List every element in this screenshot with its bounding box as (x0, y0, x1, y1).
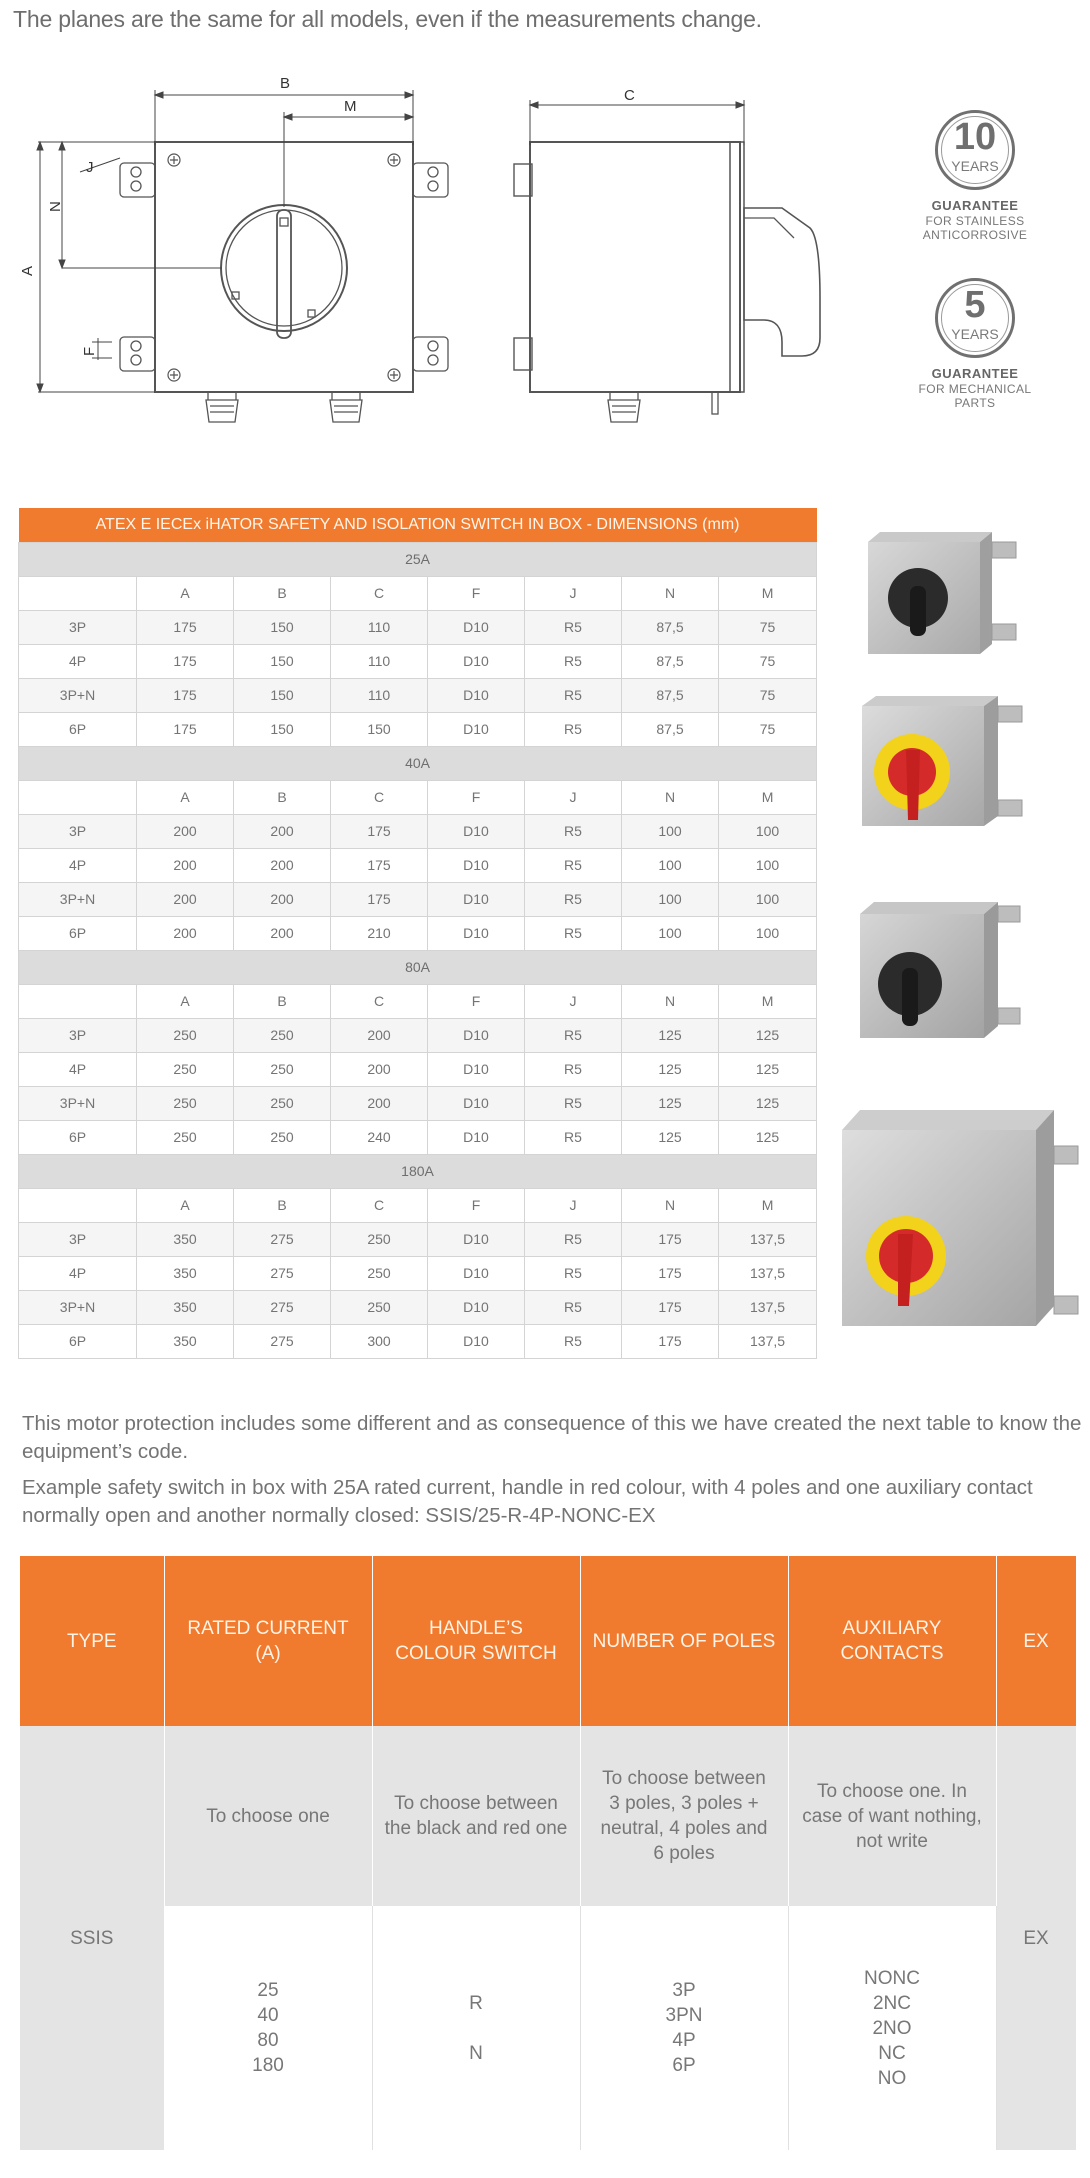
dim-label-n: N (47, 201, 64, 212)
option-value: 6P (672, 2055, 696, 2076)
table-cell: 175 (137, 644, 234, 678)
dimensions-table (18, 508, 817, 1359)
row-label: 4P (19, 1052, 137, 1086)
table-cell: D10 (428, 1052, 525, 1086)
table-cell: 200 (234, 882, 331, 916)
column-header: J (525, 576, 622, 610)
table-cell: D10 (428, 848, 525, 882)
table-cell: R5 (525, 1052, 622, 1086)
table-cell: 100 (719, 882, 817, 916)
table-cell: 175 (137, 610, 234, 644)
column-header: C (331, 984, 428, 1018)
side-view-box (530, 142, 740, 392)
table-cell: R5 (525, 848, 622, 882)
table-cell: R5 (525, 814, 622, 848)
dim-label-m: M (344, 98, 357, 115)
table-cell: 150 (234, 610, 331, 644)
table-cell: 100 (719, 916, 817, 950)
column-header: M (719, 984, 817, 1018)
table-cell: 137,5 (719, 1256, 817, 1290)
table-cell: 110 (331, 644, 428, 678)
table-cell: 200 (331, 1018, 428, 1052)
example-paragraph: Example safety switch in box with 25A rated current, handle in red colour, with 4 poles and one auxiliary contact normally open and another normally closed: SSIS/25-R-4P-NONC-EX (22, 1476, 1033, 1527)
rating-group-header: 25A (19, 542, 817, 576)
column-header: B (234, 1188, 331, 1222)
table-cell: 125 (719, 1052, 817, 1086)
table-cell: 87,5 (622, 678, 719, 712)
table-cell: D10 (428, 1018, 525, 1052)
table-cell: R5 (525, 1290, 622, 1324)
table-cell: 125 (719, 1086, 817, 1120)
code-type-value: SSIS (20, 1726, 164, 2150)
table-cell: D10 (428, 916, 525, 950)
column-header-blank (19, 576, 137, 610)
table-row (19, 916, 817, 950)
table-cell: R5 (525, 644, 622, 678)
cable-gland-right (330, 392, 362, 422)
table-cell: 250 (137, 1086, 234, 1120)
option-value: R (469, 1992, 483, 2014)
mounting-lug-tr (413, 163, 448, 197)
table-cell: 100 (622, 848, 719, 882)
rating-group-header: 180A (19, 1154, 817, 1188)
table-cell: 137,5 (719, 1324, 817, 1358)
code-header-type: TYPE (20, 1556, 164, 1726)
table-row (19, 1052, 817, 1086)
table-cell: R5 (525, 1256, 622, 1290)
table-cell: 275 (234, 1290, 331, 1324)
table-cell: 240 (331, 1120, 428, 1154)
column-header: N (622, 576, 719, 610)
table-cell: 150 (234, 678, 331, 712)
table-cell: 150 (234, 712, 331, 746)
table-cell: 125 (719, 1018, 817, 1052)
table-row (19, 1086, 817, 1120)
table-cell: 350 (137, 1222, 234, 1256)
description-paragraph: This motor protection includes some different and as consequence of this we have created the next table to know the equipment’s code. (22, 1412, 1082, 1463)
table-cell: 137,5 (719, 1222, 817, 1256)
table-cell: R5 (525, 882, 622, 916)
table-row (19, 1120, 817, 1154)
rating-group-header: 40A (19, 746, 817, 780)
table-cell: 150 (331, 712, 428, 746)
product-photo-40a (842, 692, 1032, 842)
table-cell: 200 (234, 916, 331, 950)
table-cell: D10 (428, 1086, 525, 1120)
product-photo-25a (848, 524, 1028, 664)
table-cell: 175 (331, 882, 428, 916)
table-cell: 125 (622, 1120, 719, 1154)
table-cell: 350 (137, 1256, 234, 1290)
table-cell: 125 (622, 1052, 719, 1086)
table-cell: R5 (525, 1018, 622, 1052)
column-header: C (331, 576, 428, 610)
column-header: J (525, 1188, 622, 1222)
table-cell: D10 (428, 882, 525, 916)
table-cell: 100 (719, 848, 817, 882)
table-row (19, 1222, 817, 1256)
code-table (20, 1556, 1077, 2150)
table-cell: 250 (137, 1120, 234, 1154)
table-cell: 87,5 (622, 610, 719, 644)
table-cell: 275 (234, 1256, 331, 1290)
table-cell: 150 (234, 644, 331, 678)
table-row (19, 814, 817, 848)
table-cell: D10 (428, 712, 525, 746)
column-header: C (331, 780, 428, 814)
table-cell: 175 (137, 712, 234, 746)
table-cell: 75 (719, 644, 817, 678)
column-header: N (622, 1188, 719, 1222)
option-value: NO (877, 2067, 907, 2089)
table-cell: 125 (622, 1018, 719, 1052)
table-cell: 175 (622, 1324, 719, 1358)
column-header: B (234, 780, 331, 814)
table-cell: 250 (137, 1052, 234, 1086)
product-photo-80a (852, 898, 1042, 1048)
table-cell: D10 (428, 678, 525, 712)
table-cell: 300 (331, 1324, 428, 1358)
intro-text: The planes are the same for all models, even if the measurements change. (13, 6, 762, 32)
table-cell: 110 (331, 610, 428, 644)
dim-label-a: A (19, 265, 36, 276)
table-cell: 200 (234, 848, 331, 882)
table-cell: 87,5 (622, 712, 719, 746)
table-cell: D10 (428, 1290, 525, 1324)
option-value: 25 (257, 1980, 279, 2001)
rating-group-header: 80A (19, 950, 817, 984)
options-handle-colour (372, 1906, 580, 2150)
dim-label-b: B (280, 75, 291, 92)
table-cell: 200 (331, 1086, 428, 1120)
code-ex-value: EX (996, 1726, 1076, 2150)
table-row (19, 848, 817, 882)
row-label: 6P (19, 1120, 137, 1154)
table-cell: R5 (525, 1120, 622, 1154)
table-cell: R5 (525, 916, 622, 950)
table-cell: 275 (234, 1324, 331, 1358)
table-cell: 275 (234, 1222, 331, 1256)
code-header-aux-contacts: AUXILIARY CONTACTS (788, 1556, 996, 1726)
dim-label-c: C (624, 87, 635, 104)
row-label: 3P (19, 1018, 137, 1052)
table-cell: D10 (428, 644, 525, 678)
table-cell: 100 (719, 814, 817, 848)
table-cell: 200 (137, 848, 234, 882)
table-cell: 175 (622, 1222, 719, 1256)
option-value: 3PN (665, 2005, 703, 2026)
column-header: A (137, 780, 234, 814)
table-cell: 75 (719, 712, 817, 746)
table-cell: R5 (525, 1222, 622, 1256)
table-cell: 175 (622, 1290, 719, 1324)
table-row (19, 610, 817, 644)
table-cell: 200 (137, 814, 234, 848)
code-header-rated-current: RATED CURRENT (A) (164, 1556, 372, 1726)
table-cell: 200 (137, 916, 234, 950)
table-row (19, 712, 817, 746)
column-header: A (137, 576, 234, 610)
table-cell: D10 (428, 1256, 525, 1290)
table-cell: R5 (525, 712, 622, 746)
table-cell: R5 (525, 610, 622, 644)
options-rated-current (164, 1906, 372, 2150)
table-cell: 100 (622, 882, 719, 916)
table-cell: 175 (331, 848, 428, 882)
table-cell: 175 (331, 814, 428, 848)
table-cell: 250 (234, 1120, 331, 1154)
row-label: 3P (19, 1222, 137, 1256)
table-cell: 250 (234, 1086, 331, 1120)
option-value: 2NO (872, 2017, 912, 2039)
product-photo-180a (836, 1106, 1090, 1336)
table-cell: 100 (622, 916, 719, 950)
column-header: M (719, 576, 817, 610)
code-header-poles: NUMBER OF POLES (580, 1556, 788, 1726)
row-label: 3P+N (19, 1290, 137, 1324)
column-header: F (428, 984, 525, 1018)
row-label: 3P+N (19, 678, 137, 712)
table-row (19, 678, 817, 712)
table-cell: 175 (622, 1256, 719, 1290)
option-value: 180 (252, 2055, 284, 2076)
code-header-ex: EX (996, 1556, 1076, 1726)
table-cell: 100 (622, 814, 719, 848)
column-header-blank (19, 1188, 137, 1222)
table-cell: R5 (525, 678, 622, 712)
option-value: NONC (864, 1967, 920, 1989)
option-value: 2NC (872, 1992, 911, 2014)
table-cell: 200 (137, 882, 234, 916)
table-row (19, 1256, 817, 1290)
column-header-blank (19, 984, 137, 1018)
table-cell: 210 (331, 916, 428, 950)
table-cell: 350 (137, 1290, 234, 1324)
column-header: A (137, 984, 234, 1018)
mounting-lug-tl (120, 163, 155, 197)
table-cell: 175 (137, 678, 234, 712)
table-cell: 250 (234, 1052, 331, 1086)
row-label: 3P (19, 814, 137, 848)
table-cell: D10 (428, 1222, 525, 1256)
table-row (19, 1018, 817, 1052)
table-cell: D10 (428, 1120, 525, 1154)
options-aux-contacts (788, 1906, 996, 2150)
dimensions-table-caption: ATEX E IECEx iHATOR SAFETY AND ISOLATION SWITCH IN BOX - DIMENSIONS (mm) (19, 508, 817, 542)
table-cell: R5 (525, 1086, 622, 1120)
column-header: B (234, 984, 331, 1018)
table-row (19, 882, 817, 916)
table-cell: 87,5 (622, 644, 719, 678)
row-label: 6P (19, 1324, 137, 1358)
table-cell: 250 (137, 1018, 234, 1052)
table-cell: 250 (234, 1018, 331, 1052)
column-header: F (428, 1188, 525, 1222)
instruction-handle-colour: To choose between the black and red one (372, 1726, 580, 1906)
option-value (373, 2016, 580, 2041)
table-cell: 200 (234, 814, 331, 848)
option-value: 4P (672, 2030, 696, 2051)
dim-label-j: J (86, 159, 94, 176)
row-label: 3P+N (19, 882, 137, 916)
options-poles (580, 1906, 788, 2150)
table-cell: 250 (331, 1222, 428, 1256)
table-cell: 250 (331, 1256, 428, 1290)
cable-gland-left (206, 392, 238, 422)
column-header-blank (19, 780, 137, 814)
table-cell: 350 (137, 1324, 234, 1358)
instruction-rated-current: To choose one (164, 1726, 372, 1906)
column-header: C (331, 1188, 428, 1222)
column-header: J (525, 780, 622, 814)
column-header: F (428, 780, 525, 814)
mounting-lug-br (413, 337, 448, 371)
side-view-handle (744, 208, 820, 356)
table-cell: 125 (719, 1120, 817, 1154)
table-cell: 200 (331, 1052, 428, 1086)
table-cell: R5 (525, 1324, 622, 1358)
row-label: 6P (19, 916, 137, 950)
column-header: J (525, 984, 622, 1018)
row-label: 4P (19, 1256, 137, 1290)
row-label: 6P (19, 712, 137, 746)
table-cell: 137,5 (719, 1290, 817, 1324)
row-label: 3P+N (19, 1086, 137, 1120)
column-header: F (428, 576, 525, 610)
table-cell: 75 (719, 678, 817, 712)
row-label: 3P (19, 610, 137, 644)
column-header: N (622, 780, 719, 814)
column-header: M (719, 780, 817, 814)
table-cell: 125 (622, 1086, 719, 1120)
column-header: A (137, 1188, 234, 1222)
drawing-knob-outer (221, 205, 347, 331)
option-value: 80 (257, 2030, 279, 2051)
column-header: N (622, 984, 719, 1018)
table-cell: D10 (428, 814, 525, 848)
column-header: B (234, 576, 331, 610)
dim-label-f: F (81, 346, 98, 356)
instruction-poles: To choose between 3 poles, 3 poles + neutral, 4 poles and 6 poles (580, 1726, 788, 1906)
instruction-aux-contacts: To choose one. In case of want nothing, not write (788, 1726, 996, 1906)
table-row (19, 1324, 817, 1358)
mounting-lug-bl (120, 337, 155, 371)
table-row (19, 1290, 817, 1324)
table-cell: 75 (719, 610, 817, 644)
table-cell: 110 (331, 678, 428, 712)
option-value: NC (878, 2042, 906, 2064)
column-header: M (719, 1188, 817, 1222)
code-header-handle-colour: HANDLE’S COLOUR SWITCH (372, 1556, 580, 1726)
side-gland (608, 392, 640, 422)
table-cell: D10 (428, 1324, 525, 1358)
option-value: 40 (257, 2005, 279, 2026)
technical-drawing (0, 60, 840, 450)
row-label: 4P (19, 644, 137, 678)
row-label: 4P (19, 848, 137, 882)
option-value: N (469, 2042, 483, 2064)
table-cell: 250 (331, 1290, 428, 1324)
table-cell: D10 (428, 610, 525, 644)
table-row (19, 644, 817, 678)
option-value: 3P (672, 1980, 696, 2001)
